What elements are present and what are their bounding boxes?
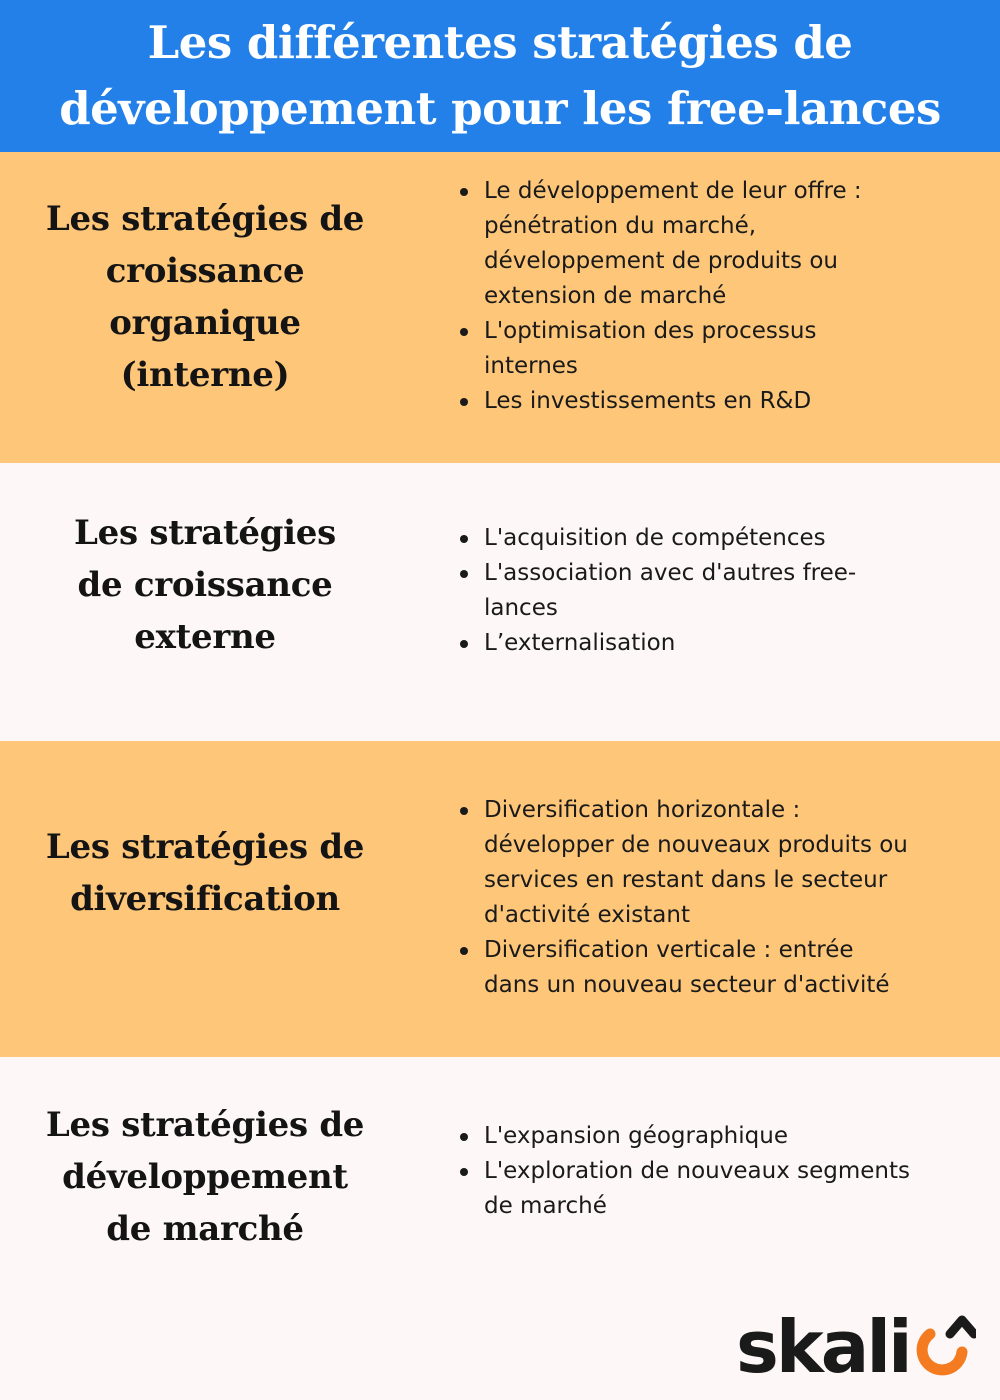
bullet-icon <box>460 188 468 196</box>
section-title-line: de marché <box>106 1209 304 1249</box>
list-item-text: lances <box>484 595 558 621</box>
logo-arrow-icon <box>950 1320 974 1334</box>
list-item-text: développer de nouveaux produits ou <box>484 832 908 858</box>
bullet-list <box>458 521 978 661</box>
list-item <box>458 1154 978 1224</box>
list-item <box>458 626 978 661</box>
logo-o-arrow-icon <box>922 1320 974 1370</box>
bullet-list <box>458 174 978 419</box>
section-title <box>20 1099 390 1255</box>
list-item-text: services en restant dans le secteur <box>484 867 888 893</box>
bullet-icon <box>460 947 468 955</box>
bullet-list <box>458 793 978 1003</box>
section-title-line: Les stratégies de <box>45 1105 365 1145</box>
list-item-text: extension de marché <box>484 283 727 309</box>
section-title-line: développement <box>62 1157 348 1197</box>
logo-ring-icon <box>922 1334 962 1370</box>
bullet-icon <box>460 807 468 815</box>
list-item <box>458 174 978 314</box>
list-item-text: développement de produits ou <box>484 248 838 274</box>
list-item <box>458 556 978 626</box>
section-title <box>20 507 390 663</box>
list-item-text: Diversification horizontale : <box>484 797 801 823</box>
list-item-text: Diversification verticale : entrée <box>484 937 854 963</box>
list-item-text: Les investissements en R&D <box>484 388 812 414</box>
list-item <box>458 384 978 419</box>
page-header <box>0 0 1000 152</box>
bullet-icon <box>460 328 468 336</box>
list-item-text: dans un nouveau secteur d'activité <box>484 972 890 998</box>
list-item-text: L'acquisition de compétences <box>484 525 826 551</box>
section-external-growth <box>0 463 1000 741</box>
bullet-list <box>458 1119 978 1224</box>
list-item-text: L'association avec d'autres free- <box>484 560 857 586</box>
section-title-line: de croissance <box>77 565 333 605</box>
bullet-icon <box>460 1168 468 1176</box>
list-item-text: L'optimisation des processus <box>484 318 817 344</box>
section-title-line: Les stratégies <box>74 513 336 553</box>
logo-text: skali <box>736 1308 910 1384</box>
page-title-line: développement pour les free-lances <box>59 82 941 135</box>
section-organic-growth <box>0 152 1000 463</box>
bullet-icon <box>460 535 468 543</box>
list-item <box>458 933 978 1003</box>
section-title-line: croissance <box>105 251 305 291</box>
section-title-line: Les stratégies de <box>45 199 365 239</box>
list-item-text: L'exploration de nouveaux segments <box>484 1158 910 1184</box>
section-diversification <box>0 741 1000 1057</box>
bullet-icon <box>460 398 468 406</box>
list-item-text: de marché <box>484 1193 607 1219</box>
list-item-text: d'activité existant <box>484 902 690 928</box>
section-title <box>20 182 390 412</box>
list-item-text: L'expansion géographique <box>484 1123 788 1149</box>
bullet-icon <box>460 570 468 578</box>
list-item <box>458 314 978 384</box>
list-item-text: internes <box>484 353 578 379</box>
section-title-line: (interne) <box>120 355 290 395</box>
list-item <box>458 521 978 556</box>
section-title-line: Les stratégies de <box>45 827 365 867</box>
page-title-line: Les différentes stratégies de <box>147 16 853 69</box>
bullet-icon <box>460 640 468 648</box>
section-title <box>20 821 390 925</box>
skalio-logo <box>736 1308 976 1384</box>
bullet-icon <box>460 1133 468 1141</box>
list-item <box>458 1119 978 1154</box>
list-item <box>458 793 978 933</box>
section-title-line: diversification <box>70 879 340 919</box>
section-title-line: organique <box>109 303 301 343</box>
list-item-text: L’externalisation <box>484 630 676 656</box>
list-item-text: pénétration du marché, <box>484 213 757 239</box>
list-item-text: Le développement de leur offre : <box>484 178 862 204</box>
section-title-line: externe <box>134 617 276 657</box>
